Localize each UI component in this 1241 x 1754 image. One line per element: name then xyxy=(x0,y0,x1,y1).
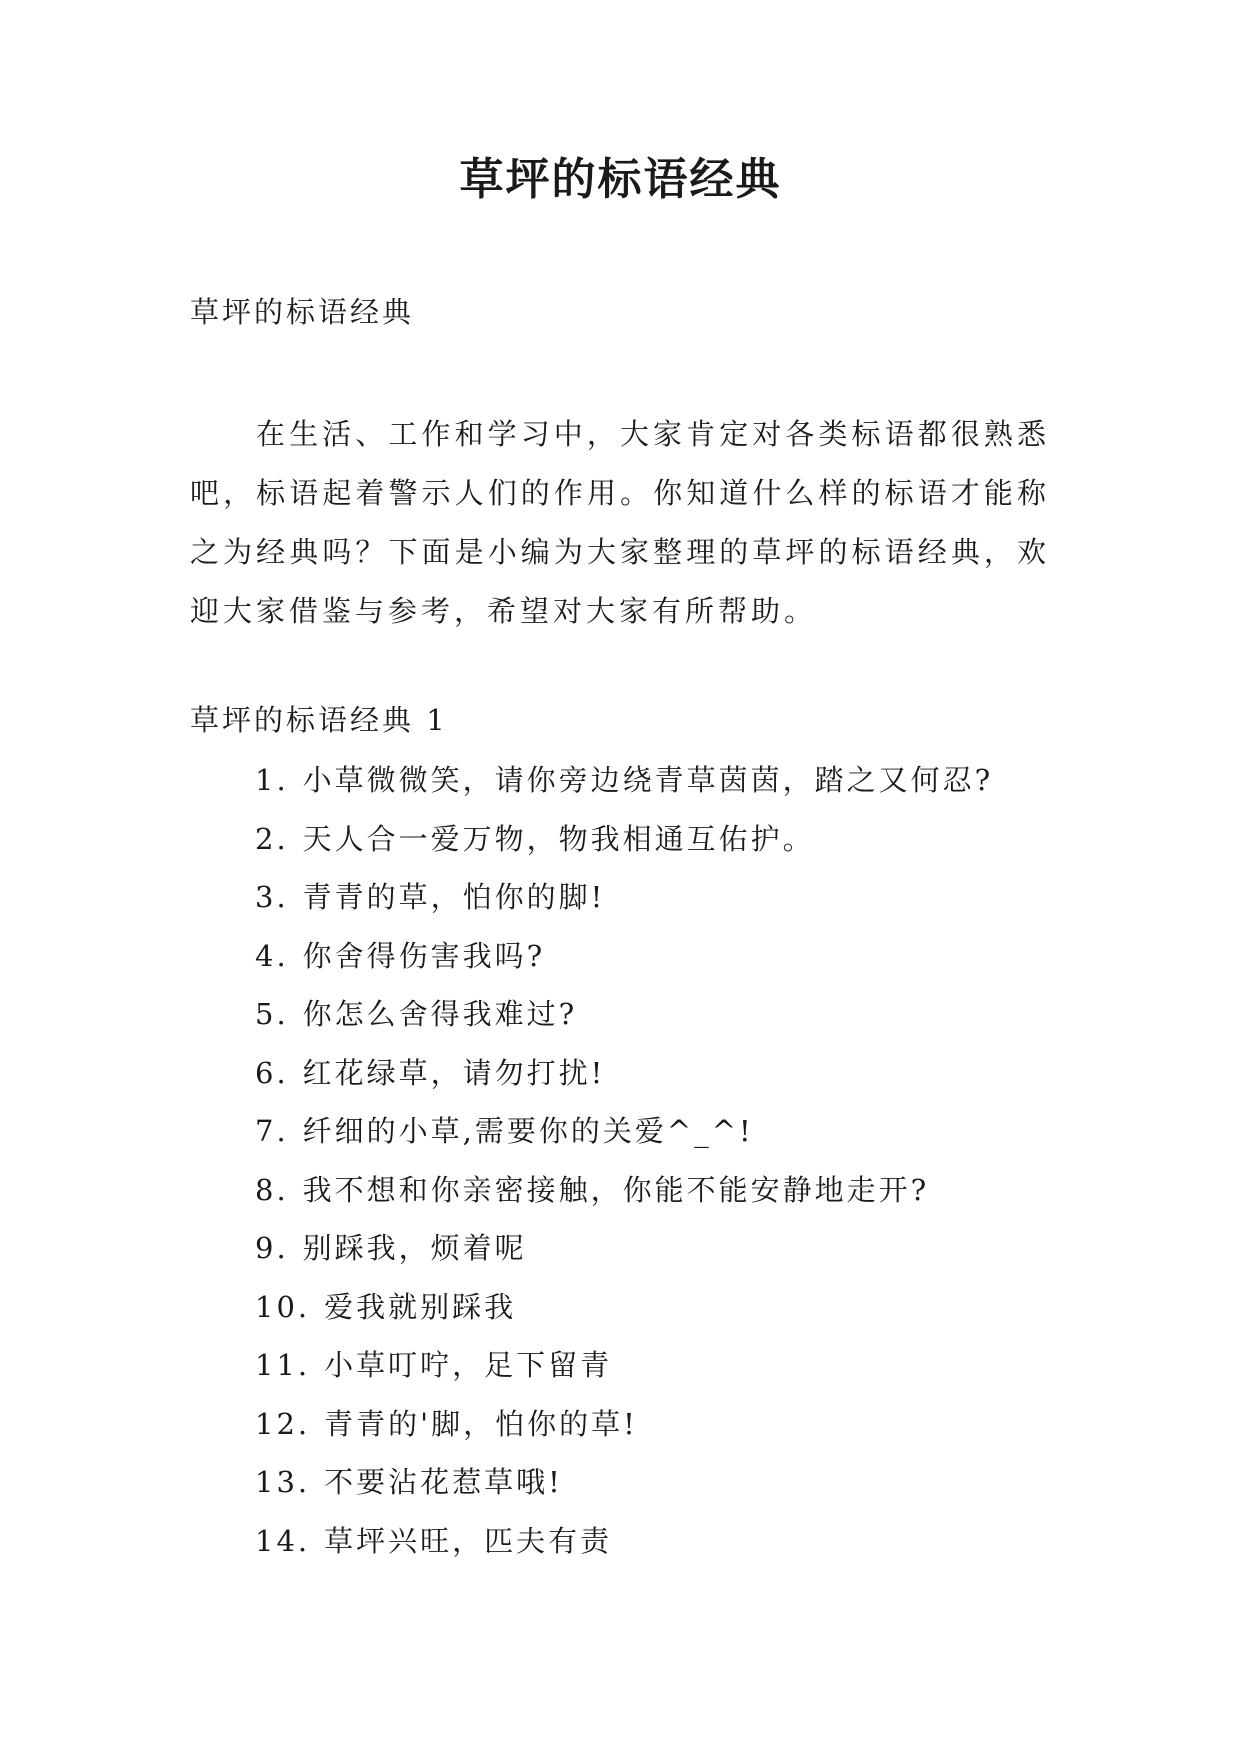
slogan-text: 青青的草，怕你的脚! xyxy=(302,880,606,914)
slogan-number: 5. xyxy=(255,997,289,1031)
slogan-list xyxy=(255,760,993,1579)
slogan-number: 4. xyxy=(255,938,289,973)
slogan-text: 爱我就别踩我 xyxy=(324,1289,517,1324)
slogan-number: 7. xyxy=(255,1114,289,1148)
slogan-item xyxy=(255,1521,993,1580)
slogan-item xyxy=(255,1404,993,1463)
slogan-text: 红花绿草，请勿打扰! xyxy=(302,1055,606,1090)
slogan-text: 别踩我，烦着呢 xyxy=(302,1231,527,1265)
slogan-text: 天人合一爱万物，物我相通互佑护。 xyxy=(302,821,815,856)
slogan-text: 你怎么舍得我难过? xyxy=(302,997,578,1031)
slogan-number: 11. xyxy=(255,1348,311,1382)
slogan-number: 13. xyxy=(255,1465,311,1499)
document-subtitle: 草坪的标语经典 xyxy=(190,295,415,329)
slogan-item xyxy=(255,760,993,819)
intro-paragraph: 在生活、工作和学习中，大家肯定对各类标语都很熟悉吧，标语起着警示人们的作用。你知道什么样的标语才能称之为经典吗？下面是小编为大家整理的草坪的标语经典，欢迎大家借鉴与参考，希望对大家有所帮助。 xyxy=(190,417,1050,628)
slogan-number: 10. xyxy=(255,1289,311,1324)
slogan-text: 青青的'脚，怕你的草! xyxy=(324,1406,638,1441)
slogan-item xyxy=(255,1287,993,1346)
slogan-text: 小草叮咛，足下留青 xyxy=(324,1348,613,1382)
slogan-item xyxy=(255,877,993,936)
slogan-number: 6. xyxy=(255,1055,289,1090)
slogan-item xyxy=(255,1462,993,1521)
slogan-item xyxy=(255,936,993,995)
slogan-item xyxy=(255,1053,993,1112)
slogan-item xyxy=(255,1345,993,1404)
slogan-text: 小草微微笑，请你旁边绕青草茵茵，踏之又何忍? xyxy=(302,763,994,797)
slogan-item xyxy=(255,1170,993,1229)
slogan-number: 2. xyxy=(255,821,289,856)
slogan-number: 14. xyxy=(255,1523,311,1558)
slogan-item xyxy=(255,1228,993,1287)
slogan-text: 不要沾花惹草哦! xyxy=(324,1465,563,1499)
slogan-number: 8. xyxy=(255,1172,289,1207)
slogan-number: 12. xyxy=(255,1406,311,1441)
slogan-text: 我不想和你亲密接触，你能不能安静地走开? xyxy=(302,1172,930,1207)
slogan-item xyxy=(255,1111,993,1170)
slogan-number: 1. xyxy=(255,763,289,797)
slogan-text: 草坪兴旺，匹夫有责 xyxy=(324,1523,613,1558)
slogan-number: 3. xyxy=(255,880,289,914)
section-heading: 草坪的标语经典 1 xyxy=(190,703,448,737)
slogan-text: 纤细的小草,需要你的关爱^_^! xyxy=(302,1114,754,1148)
slogan-item xyxy=(255,994,993,1053)
slogan-item xyxy=(255,819,993,878)
slogan-text: 你舍得伤害我吗? xyxy=(302,938,546,973)
slogan-number: 9. xyxy=(255,1231,289,1265)
document-title: 草坪的标语经典 xyxy=(459,154,782,205)
